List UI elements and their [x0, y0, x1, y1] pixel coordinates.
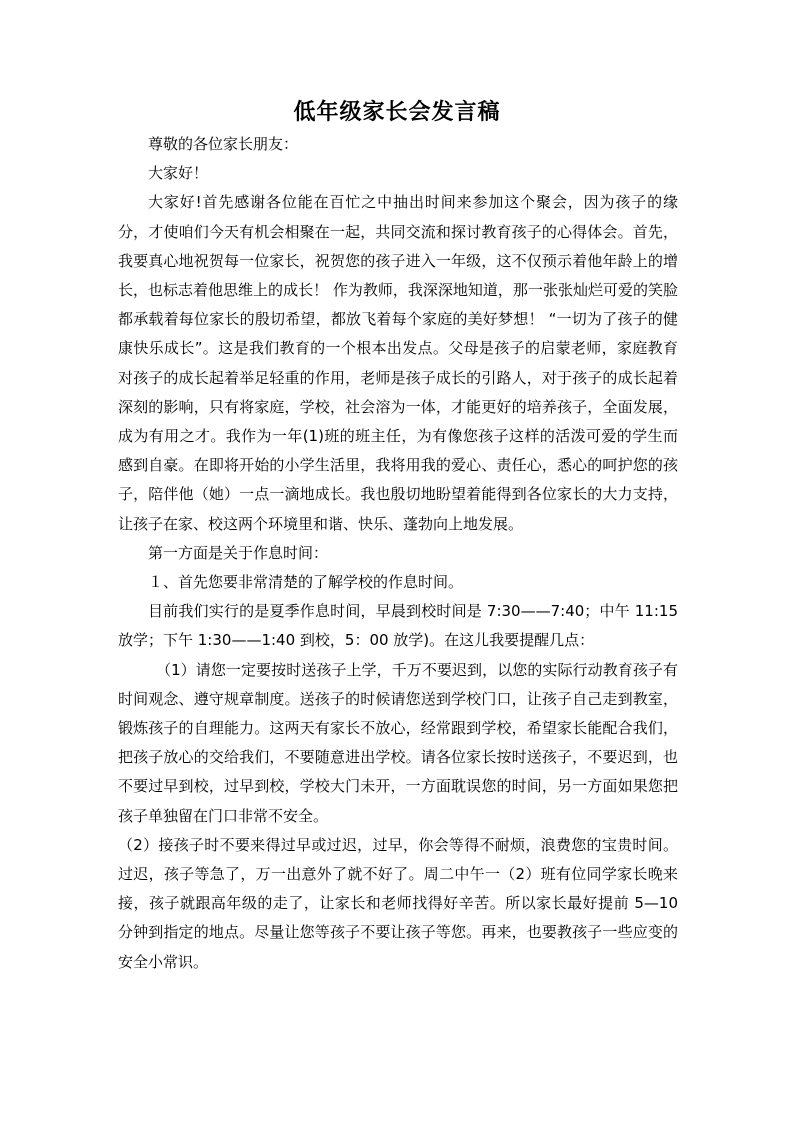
schedule-paragraph: 目前我们实行的是夏季作息时间，早晨到校时间是 7:30——7:40；中午 11:15 放学；下午 1:30——1:40 到校，5：00 放学)。在这儿我要提醒几点： — [118, 602, 678, 650]
intro-paragraph: 大家好!首先感谢各位能在百忙之中抽出时间来参加这个聚会，因为孩子的缘分，才使咱们今天有机会相聚在一起，共同交流和探讨教育孩子的心得体会。首先，我要真心地祝贺每一位家长，祝贺您的孩子进入一年级，这不仅预示着他年龄上的增长，也标志着他思维上的成长！ 作为教师，我深深地知道，那一张张灿烂可爱的笑脸都承载着每位家长的殷切希望，都放飞着每个家庭的美好梦想！ “一切为了孩子的健康快乐成长”。这是我们教育的一个根本出发点。父母是孩子的启蒙老师，家庭教育对孩子的成长起着举足轻重的作用，老师是孩子成长的引路人，对于孩子的成长起着深刻的影响，只有将家庭，学校，社会溶为一体，才能更好的培养孩子，全面发展，成为有用之才。我作为一年(1)班的班主任，为有像您孩子这样的活泼可爱的学生而感到自豪。在即将开始的小学生活里，我将用我的爱心、责任心，悉心的呵护您的孩子，陪伴他（她）一点一滴地成长。我也殷切地盼望着能得到各位家长的大力支持，让孩子在家、校这两个环境里和谐、快乐、蓬勃向上地发展。 — [118, 193, 678, 533]
document-body — [118, 130, 678, 977]
greeting-paragraph: 大家好！ — [148, 164, 209, 183]
dropoff-paragraph: （1）请您一定要按时送孩子上学，千万不要迟到，以您的实际行动教育孩子有时间观念、遵守规章制度。送孩子的时候请您送到学校门口，让孩子自己走到教室，锻炼孩子的自理能力。这两天有家长不放心，经常跟到学校，希望家长能配合我们，把孩子放心的交给我们，不要随意进出学校。请各位家长按时送孩子，不要迟到，也不要过早到校，过早到校，学校大门未开，一方面耽误您的时间，另一方面如果您把孩子单独留在门口非常不安全。 — [118, 660, 678, 825]
salutation-paragraph: 尊敬的各位家长朋友： — [148, 135, 299, 153]
document-title: 低年级家长会发言稿 — [293, 99, 501, 125]
point-one-heading: １、首先您要非常清楚的了解学校的作息时间。 — [148, 573, 464, 592]
section-heading-schedule: 第一方面是关于作息时间： — [148, 543, 329, 562]
pickup-paragraph: （2）接孩子时不要来得过早或过迟，过早，你会等得不耐烦，浪费您的宝贵时间。过迟，孩子等急了，万一出意外了就不好了。周二中午一（2）班有位同学家长晚来接，孩子就跟高年级的走了，让家长和老师找得好辛苦。所以家长最好提前 5—10 分钟到指定的地点。尽量让您等孩子不要让孩子等您。再来，也要教孩子一些应变的安全小常识。 — [118, 835, 678, 971]
